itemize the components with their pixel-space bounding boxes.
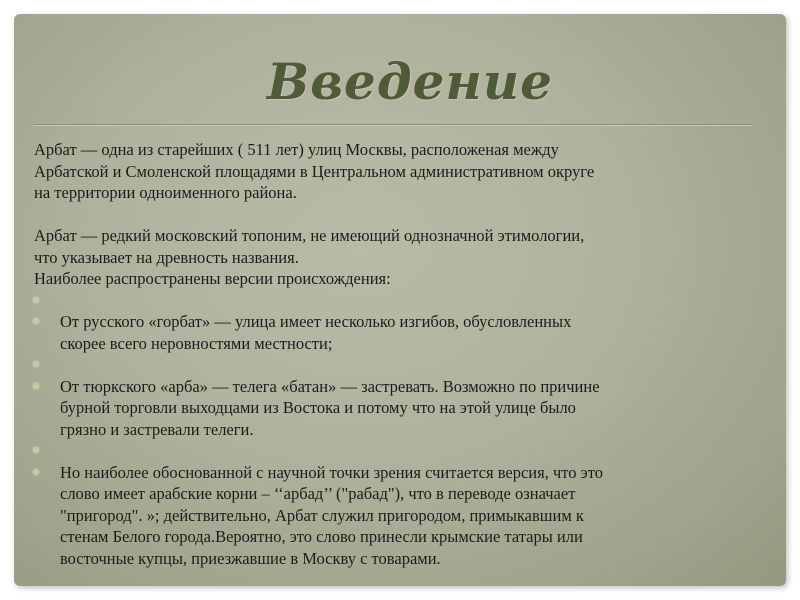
intro-line-1: Арбат — одна из старейших ( 511 лет) улиц Москвы, расположеная между xyxy=(34,140,559,159)
intro-paragraph xyxy=(34,139,754,204)
bullet-icon xyxy=(33,383,39,389)
versions-heading: Наиболее распространены версии происхождения: xyxy=(34,269,391,288)
etymology-line-1: Арбат — редкий московский топоним, не имеющий однозначной этимологии, xyxy=(34,226,585,245)
bullet-3-line-4: стенам Белого города.Вероятно, это слово принесли крымские татары или xyxy=(60,527,583,546)
slide-body xyxy=(34,139,754,569)
slide-title: Введение xyxy=(266,52,554,111)
empty-bullet-row xyxy=(34,440,754,462)
paragraph-spacer xyxy=(34,204,754,226)
intro-line-3: на территории одноименного района. xyxy=(34,183,297,202)
bullet-icon xyxy=(33,447,39,453)
bullet-3-line-3: "пригород". »; действительно, Арбат служил пригородом, примыкавшим к xyxy=(60,505,584,525)
bullet-2-line-2: бурной торговли выходцами из Востока и потому что на этой улице было xyxy=(60,398,576,417)
etymology-paragraph xyxy=(34,225,754,290)
empty-bullet-row xyxy=(34,290,754,312)
bullet-3-line-1: Но наиболее обоснованной с научной точки зрения считается версия, что это xyxy=(60,462,603,482)
bullet-icon xyxy=(33,469,39,475)
etymology-line-2: что указывает на древность названия. xyxy=(34,247,299,267)
list-item xyxy=(34,462,754,570)
title-divider xyxy=(34,124,752,126)
bullet-2-line-3: грязно и застревали телеги. xyxy=(60,419,254,439)
list-item xyxy=(34,376,754,441)
empty-bullet-row xyxy=(34,354,754,376)
bullet-3-line-5: восточные купцы, приезжавшие в Москву с товарами. xyxy=(60,548,441,568)
bullet-2-line-1: От тюркского «арба» — телега «батан» — застревать. Возможно по причине xyxy=(60,376,600,396)
bullet-icon xyxy=(33,361,39,367)
bullet-icon xyxy=(33,318,39,324)
bullet-3-line-2: слово имеет арабские корни – ‘‘арбад’’ ("рабад"), что в переводе означает xyxy=(60,484,576,503)
intro-line-2: Арбатской и Смоленской площадями в Центральном административном округе xyxy=(34,161,595,181)
bullet-1-line-1: От русского «горбат» — улица имеет несколько изгибов, обусловленных xyxy=(60,312,572,331)
bullet-1-line-2: скорее всего неровностями местности; xyxy=(60,333,333,353)
list-item xyxy=(34,311,754,354)
bullet-icon xyxy=(33,297,39,303)
